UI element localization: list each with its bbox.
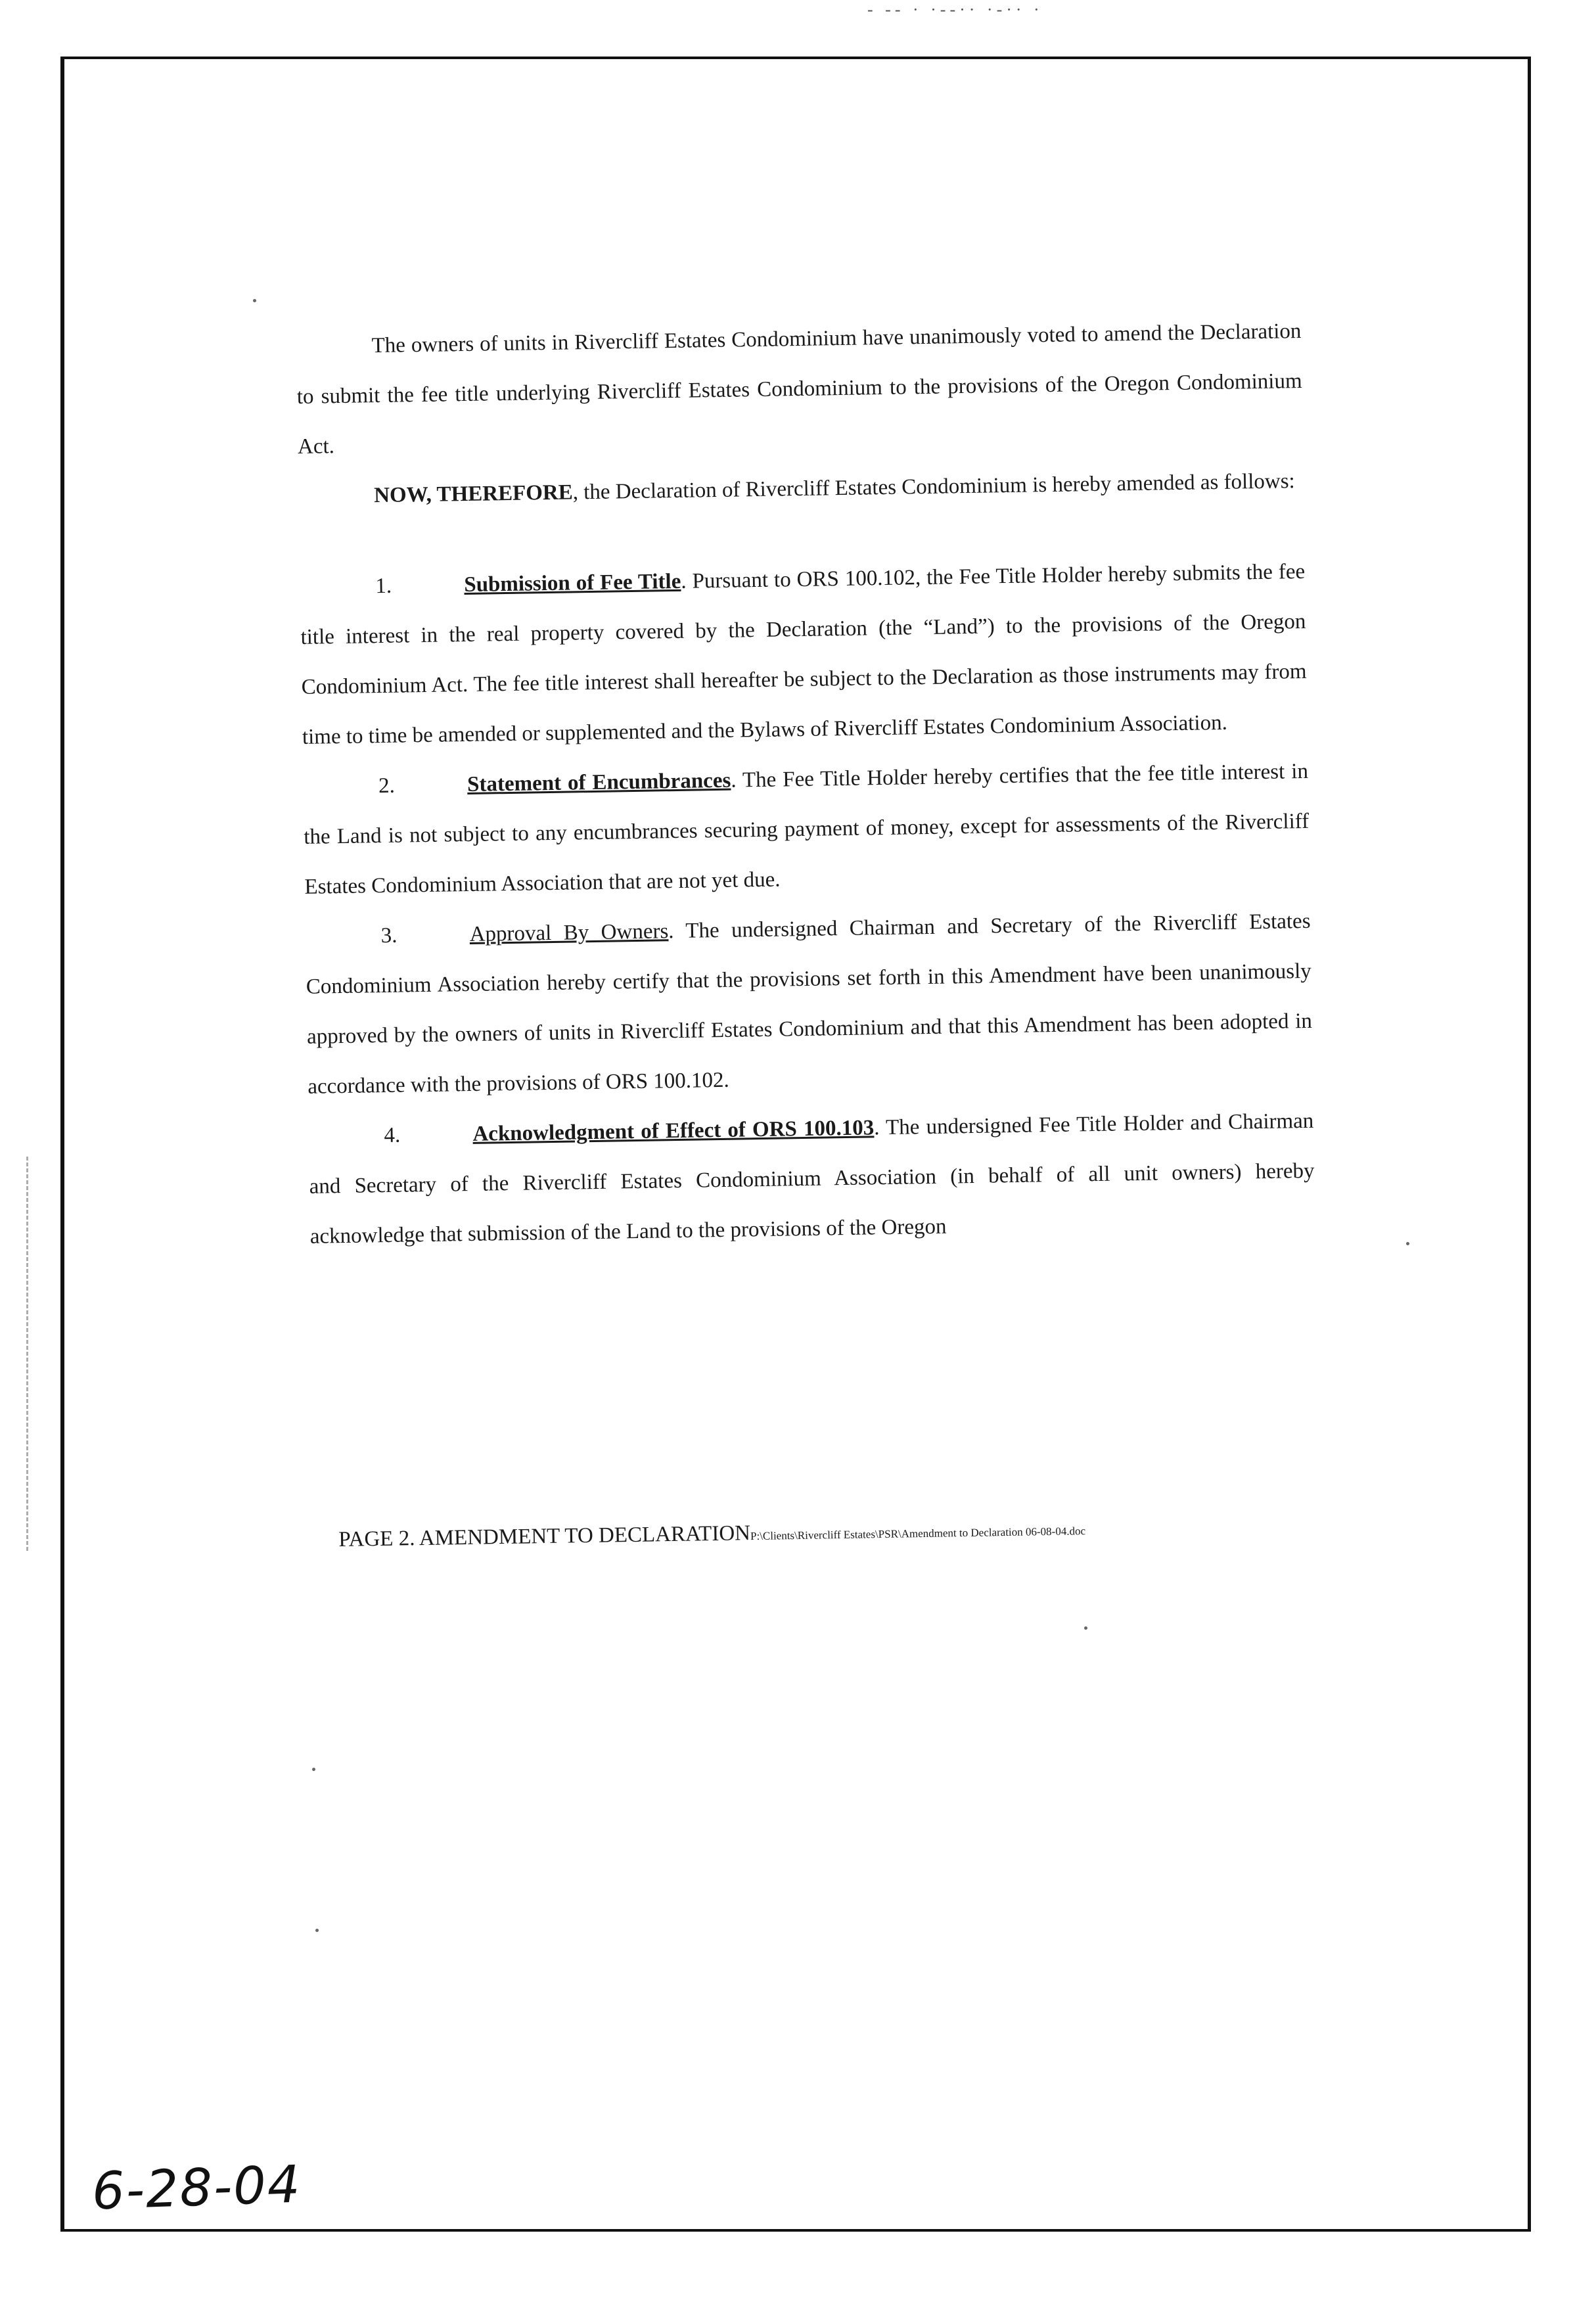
intro-paragraph: The owners of units in Rivercliff Estates Condominium have unanimously voted to amend the Declaration to submit the fee title underlying Rivercliff Estates Condominium to the provisions of the Oregon Condominium Act. — [296, 319, 1302, 459]
item-number: 3. — [380, 923, 398, 948]
scan-speck — [1084, 1626, 1087, 1630]
item-text: . Pursuant to ORS 100.102, the Fee Title Holder hereby submits the fee title interest in the real property covered by the Declaration (the “Land”) to the provisions of the Oregon Condominium Act. The fee title interest shall hereafter be subject to the Declaration as those instruments may from time to time be amended or supplemented and the Bylaws of Rivercliff Estates Condominium Association. — [300, 559, 1307, 749]
item-1 — [300, 547, 1308, 762]
document-body — [296, 306, 1315, 1262]
item-number: 4. — [384, 1123, 401, 1148]
item-text: . The undersigned Fee Title Holder and Chairman and Secretary of the Rivercliff Estates Condominium Association (in behalf of all unit owners) hereby acknowledge that submission of the Land to the provisions of the Oregon — [309, 1109, 1315, 1249]
scan-speck — [312, 1768, 315, 1771]
item-heading: Submission of Fee Title — [464, 569, 681, 597]
item-4 — [308, 1096, 1315, 1262]
now-therefore-rest: , the Declaration of Rivercliff Estates Condominium is hereby amended as follows: — [572, 469, 1295, 505]
item-number: 2. — [378, 773, 396, 798]
margin-scan-marks — [26, 1157, 74, 1551]
scan-speck — [315, 1929, 319, 1932]
footer-file-path: P:\Clients\Rivercliff Estates\PSR\Amendment to Declaration 06-08-04.doc — [750, 1525, 1086, 1543]
item-heading: Statement of Encumbrances — [467, 768, 731, 796]
scan-artifact-marks: - -- · ·--·· ·-·· · — [867, 0, 1043, 19]
scan-speck — [1406, 1242, 1409, 1245]
item-2 — [303, 747, 1310, 912]
footer-label: PAGE 2. AMENDMENT TO DECLARATION — [338, 1521, 751, 1552]
item-text: . The Fee Title Holder hereby certifies that the fee title interest in the Land is not subject to any encumbrances securing payment of money, except for assessments of the Rivercliff Estates Condominium Association that are not yet due. — [304, 759, 1310, 899]
item-text: . The undersigned Chairman and Secretary of the Rivercliff Estates Condominium Association hereby certify that the provisions set forth in this Amendment have been unanimously approved by the owners of units in Rivercliff Estates Condominium and that this Amendment has been adopted in accordance with the provisions of ORS 100.102. — [306, 909, 1313, 1099]
item-heading: Acknowledgment of Effect of ORS 100.103 — [472, 1116, 875, 1146]
handwritten-date: 6-28-04 — [91, 2155, 302, 2222]
scan-speck — [253, 299, 256, 302]
item-number: 1. — [375, 574, 392, 599]
now-therefore-lead: NOW, THEREFORE — [373, 480, 573, 508]
item-3 — [305, 896, 1313, 1112]
item-heading: Approval By Owners — [469, 919, 669, 946]
